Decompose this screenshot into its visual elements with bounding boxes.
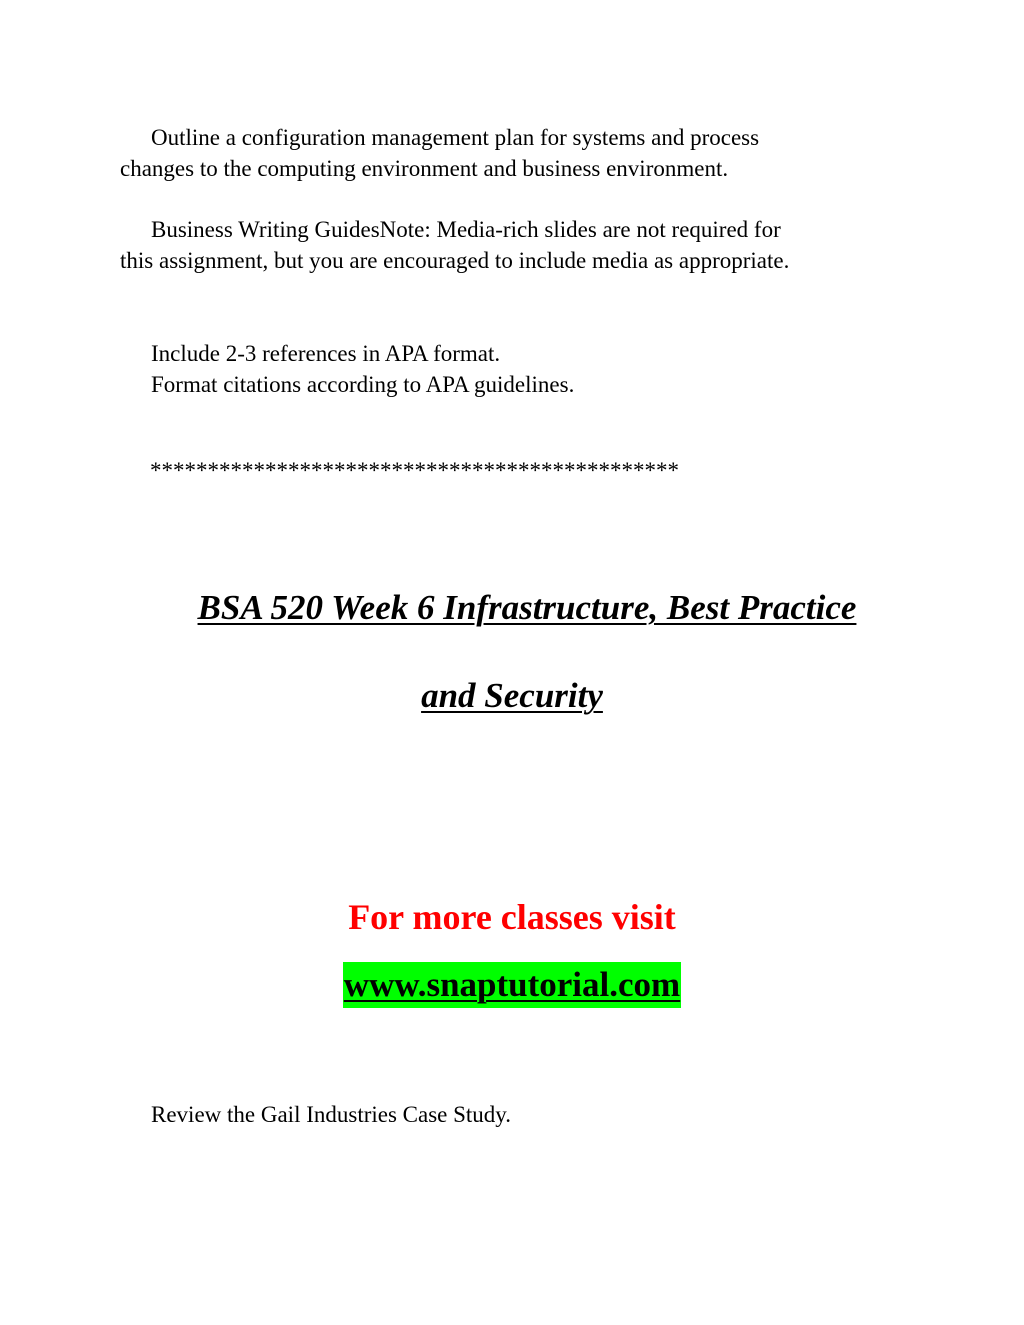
paragraph-line: this assignment, but you are encouraged to include media as appropriate. xyxy=(120,248,790,273)
paragraph-line: Format citations according to APA guidelines. xyxy=(151,372,575,397)
references-paragraph xyxy=(151,338,574,400)
paragraph-text: Business Writing GuidesNote: Media-rich slides are not required for xyxy=(151,217,781,242)
course-title-line-1: BSA 520 Week 6 Infrastructure, Best Practice xyxy=(197,588,857,627)
paragraph-line: changes to the computing environment and business environment. xyxy=(120,156,729,181)
config-plan-paragraph xyxy=(120,122,759,184)
asterisk-separator: ********************************************** xyxy=(150,458,679,483)
paragraph-text: Outline a configuration management plan for systems and process xyxy=(151,125,760,150)
paragraph-line xyxy=(120,214,789,245)
promo-link-container xyxy=(0,962,1024,1008)
case-study-paragraph: Review the Gail Industries Case Study. xyxy=(151,1102,512,1127)
paragraph-line: Include 2-3 references in APA format. xyxy=(151,341,501,366)
course-title-line-2: and Security xyxy=(421,676,603,715)
writing-guides-paragraph xyxy=(120,214,789,276)
promo-heading: For more classes visit xyxy=(348,897,676,937)
paragraph-line xyxy=(120,122,759,153)
snaptutorial-link[interactable]: www.snaptutorial.com xyxy=(343,962,681,1008)
